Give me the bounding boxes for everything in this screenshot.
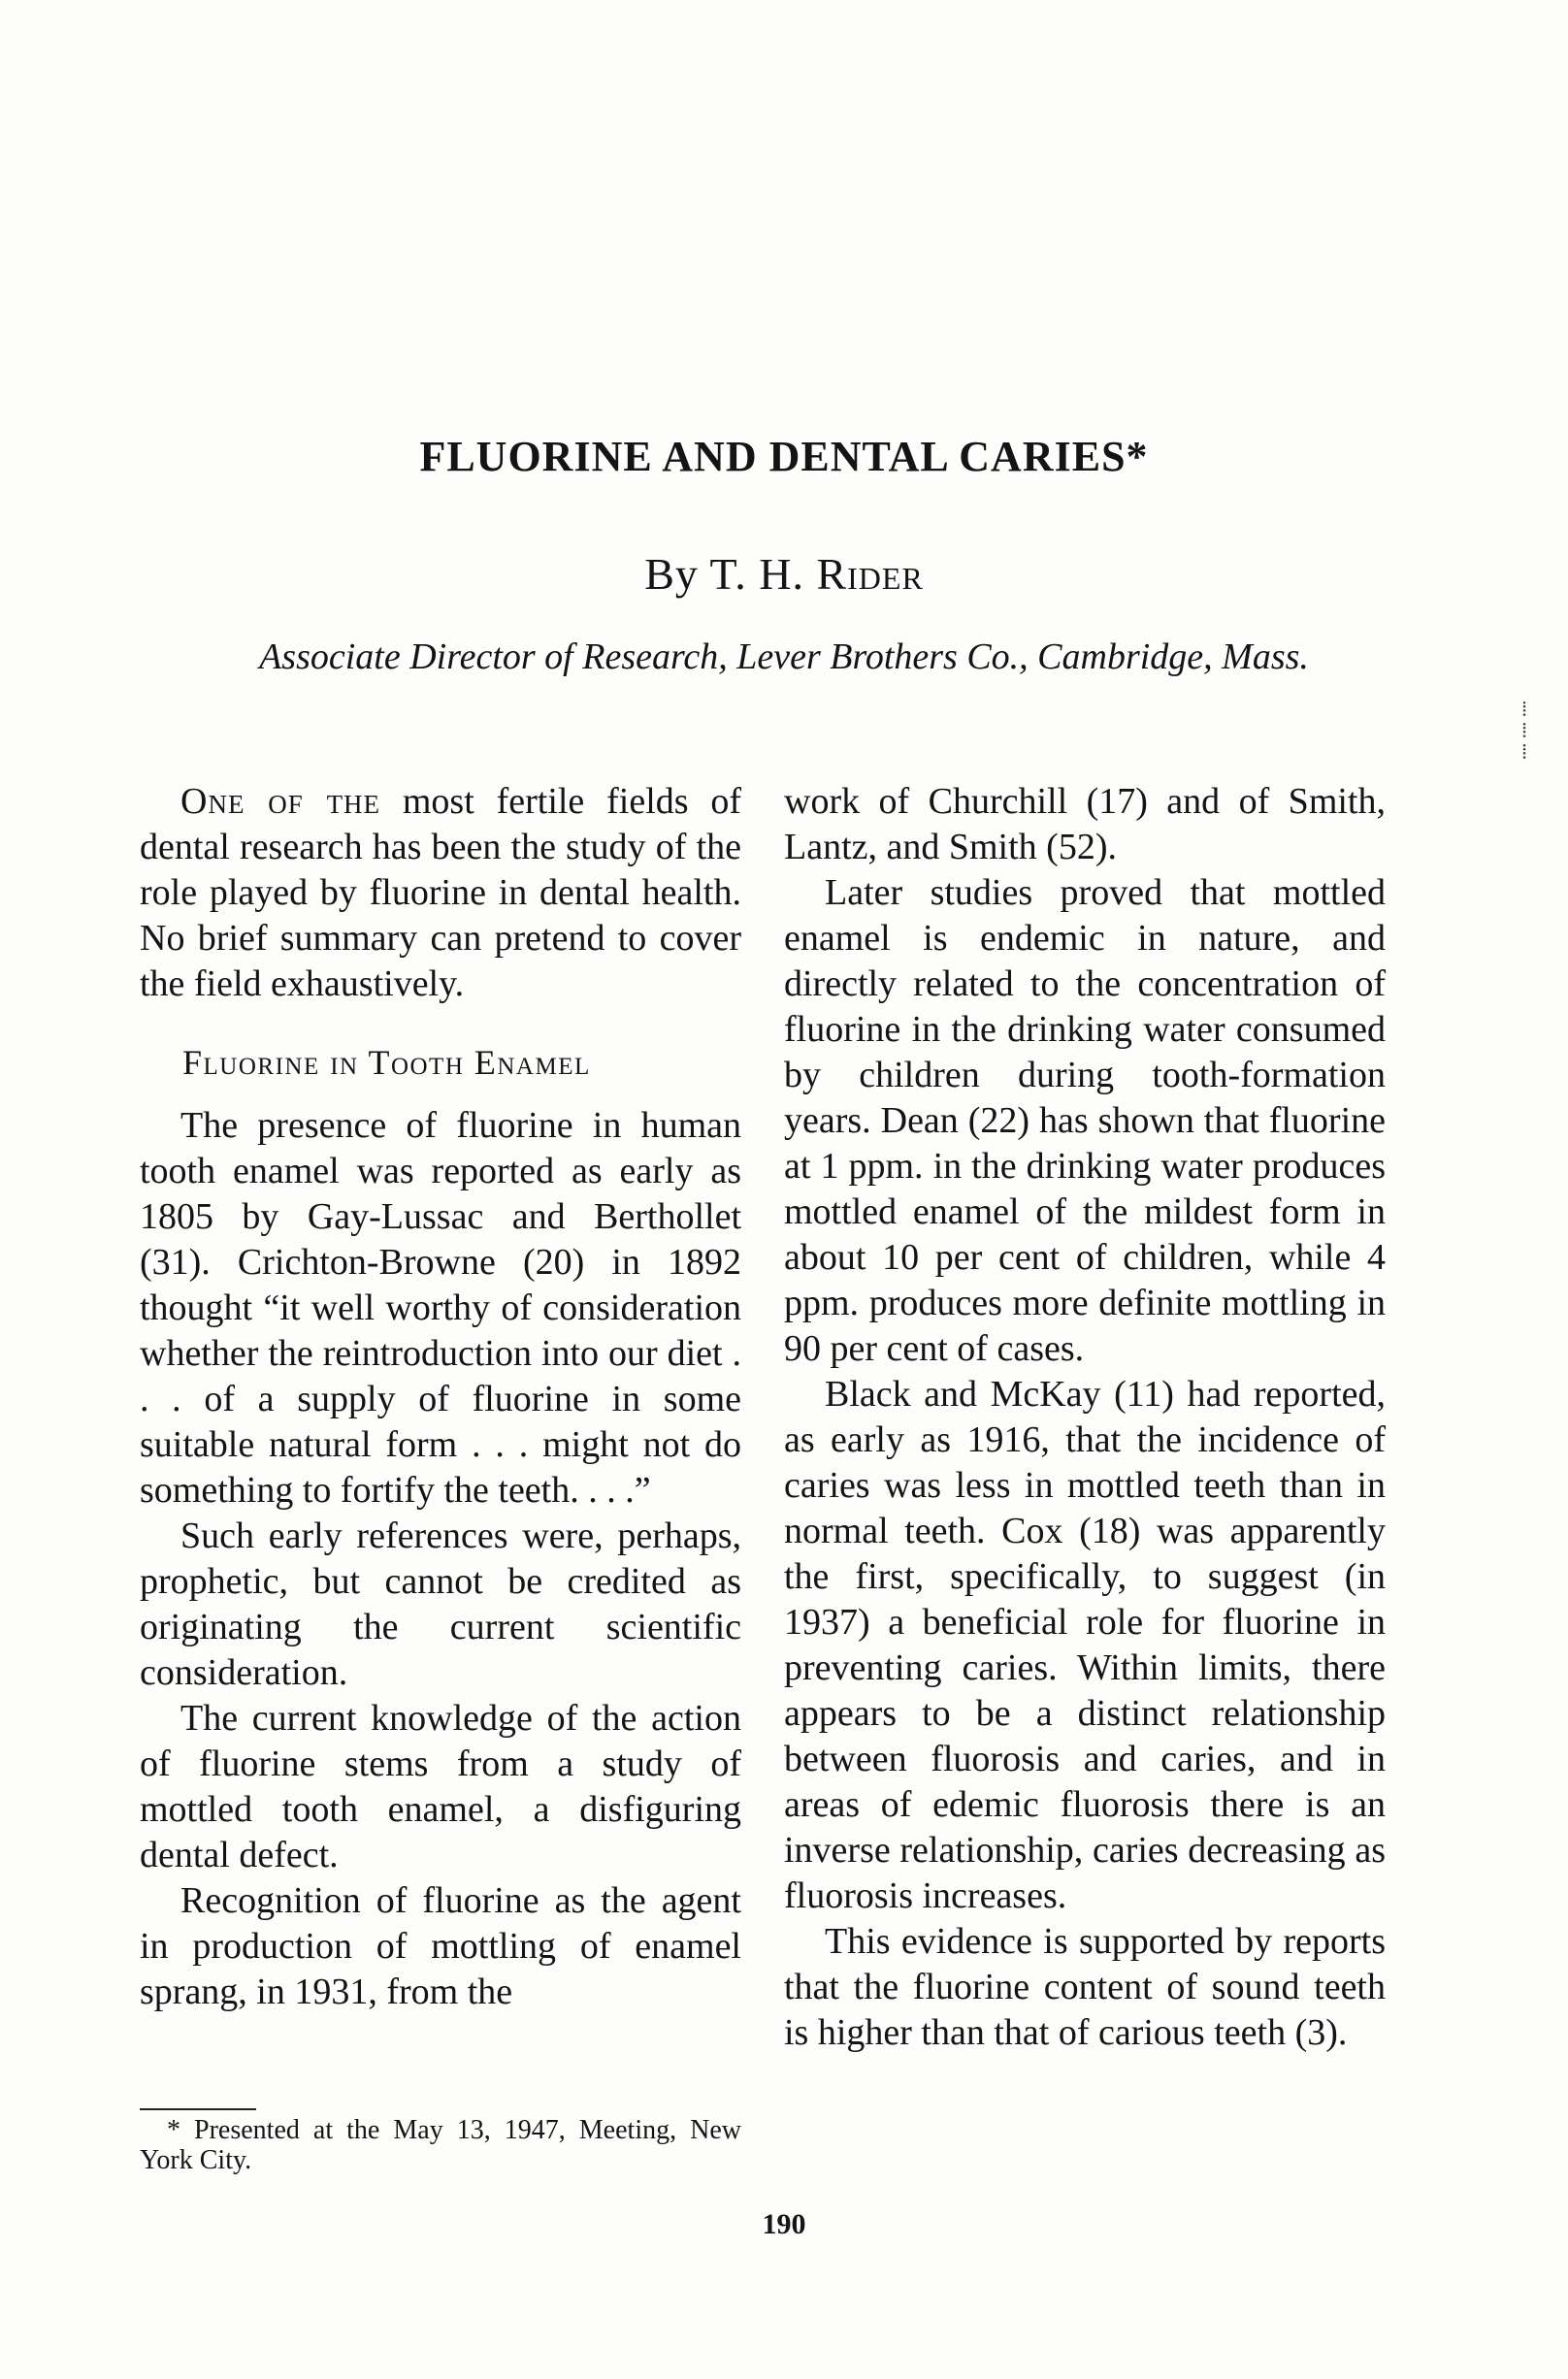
author-surname: Rider bbox=[816, 549, 924, 599]
intro-paragraph bbox=[140, 779, 741, 1007]
byline-prefix: By T. H. bbox=[644, 549, 804, 599]
body-paragraph: This evidence is supported by reports that the fluorine content of sound teeth is higher than that of carious teeth (3). bbox=[784, 1921, 1386, 2053]
body-paragraph: The presence of fluorine in human tooth enamel was reported as early as 1805 by Gay-Lussac and Berthollet (31). Crichton-Browne (20) in 1892 thought “it well worthy of consideration whether the reintroduction into our diet . . . of a supply of fluorine in some suitable natural form . . . might not do something to fortify the teeth. . . .” bbox=[140, 1105, 741, 1511]
author-byline bbox=[0, 548, 1568, 600]
page-number: 190 bbox=[762, 2208, 806, 2240]
body-paragraph: Such early references were, perhaps, prophetic, but cannot be credited as originating the current scientific consideration. bbox=[140, 1515, 741, 1693]
footnote-divider bbox=[140, 2108, 256, 2110]
body-paragraph: The current knowledge of the action of fluorine stems from a study of mottled tooth enamel, a disfiguring dental defect. bbox=[140, 1698, 741, 1875]
continued-paragraph: work of Churchill (17) and of Smith, Lantz, and Smith (52). bbox=[784, 781, 1386, 867]
body-paragraph: Recognition of fluorine as the agent in production of mottling of enamel sprang, in 1931, from the bbox=[140, 1880, 741, 2012]
footnote: * Presented at the May 13, 1947, Meeting, New York City. bbox=[140, 2115, 741, 2175]
author-affiliation: Associate Director of Research, Lever Brothers Co., Cambridge, Mass. bbox=[259, 636, 1309, 677]
intro-lead-words: One of the bbox=[180, 781, 381, 822]
body-paragraph: Black and McKay (11) had reported, as early as 1916, that the incidence of caries was less in mottled teeth than in normal teeth. Cox (18) was apparently the first, specifically, to suggest (in 1937) a beneficial role for fluorine in preventing caries. Within limits, there appears to be a distinct relationship between fluorosis and caries, and in areas of edemic fluorosis there is an inverse relationship, caries decreasing as fluorosis increases. bbox=[784, 1374, 1386, 1916]
section-heading: Fluorine in Tooth Enamel bbox=[182, 1043, 591, 1082]
right-column bbox=[784, 779, 1386, 2056]
intro-rest: most fertile fields of dental research has been the study of the role played by fluorine in dental health. No brief summary can pretend to cover the field exhaustively. bbox=[140, 781, 741, 1004]
left-column bbox=[140, 779, 741, 2015]
scan-edge-marks: ⁞ ⁞ ⁞ bbox=[1521, 697, 1528, 764]
body-paragraph: Later studies proved that mottled enamel is endemic in nature, and directly related to the concentration of fluorine in the drinking water consumed by children during tooth-formation years. Dean (22) has shown that fluorine at 1 ppm. in the drinking water produces mottled enamel of the mildest form in about 10 per cent of children, while 4 ppm. produces more definite mottling in 90 per cent of cases. bbox=[784, 872, 1386, 1369]
article-title: FLUORINE AND DENTAL CARIES* bbox=[419, 433, 1149, 480]
